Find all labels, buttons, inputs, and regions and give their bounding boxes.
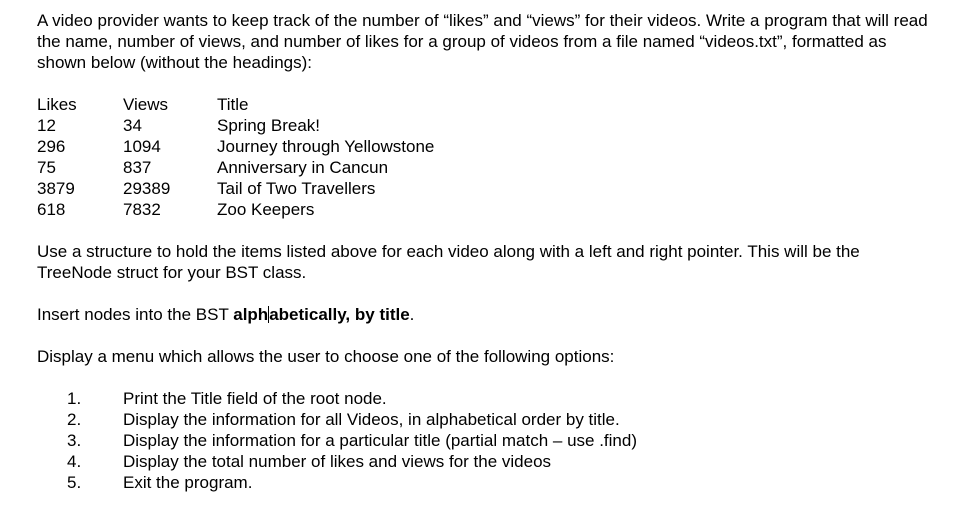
cell-views: 34 (123, 116, 142, 135)
table-row (37, 178, 434, 199)
document-body (37, 10, 937, 493)
list-number: 1. (67, 389, 82, 408)
insert-paragraph (37, 304, 937, 325)
cell-likes: 296 (37, 137, 66, 156)
cell-likes: 75 (37, 158, 56, 177)
table-row (37, 157, 434, 178)
spacer (37, 325, 937, 346)
list-text: Display the information for a particular title (partial match – use .find) (123, 431, 638, 450)
list-number: 2. (67, 410, 82, 429)
menu-options-list (37, 388, 937, 493)
list-item (37, 409, 937, 430)
list-item (37, 430, 937, 451)
insert-prefix: Insert nodes into the BST (37, 305, 234, 324)
list-number: 3. (67, 431, 82, 450)
cell-title: Zoo Keepers (217, 200, 315, 219)
cell-views: 29389 (123, 179, 171, 198)
insert-suffix: . (409, 305, 415, 324)
videos-table (37, 94, 434, 220)
spacer (37, 73, 937, 94)
table-row (37, 199, 434, 220)
list-item (37, 388, 937, 409)
cell-likes: 3879 (37, 179, 75, 198)
menu-intro: Display a menu which allows the user to choose one of the following options: (37, 347, 615, 366)
cell-views: 837 (123, 158, 152, 177)
spacer (37, 367, 937, 388)
cell-title: Tail of Two Travellers (217, 179, 376, 198)
header-likes: Likes (37, 95, 77, 114)
list-number: 5. (67, 473, 82, 492)
list-item (37, 472, 937, 493)
insert-bold-a: alph (233, 305, 269, 324)
list-text: Display the information for all Videos, in alphabetical order by title. (123, 410, 620, 429)
spacer (37, 220, 937, 241)
cell-title: Anniversary in Cancun (217, 158, 389, 177)
header-views: Views (123, 95, 169, 114)
insert-bold-b: abetically, by title (269, 305, 410, 324)
cell-likes: 618 (37, 200, 66, 219)
cell-title: Spring Break! (217, 116, 320, 135)
list-text: Print the Title field of the root node. (123, 389, 387, 408)
cell-likes: 12 (37, 116, 56, 135)
cell-views: 1094 (123, 137, 161, 156)
spacer (37, 283, 937, 304)
list-item (37, 451, 937, 472)
header-title: Title (217, 95, 249, 114)
cell-title: Journey through Yellowstone (217, 137, 435, 156)
list-number: 4. (67, 452, 82, 471)
table-row (37, 136, 434, 157)
list-text: Display the total number of likes and views for the videos (123, 452, 552, 471)
list-text: Exit the program. (123, 473, 253, 492)
intro-paragraph: A video provider wants to keep track of the number of “likes” and “views” for their videos. Write a program that will read the name, number of views, and number of likes for a group of videos from a file named “videos.txt”, formatted as shown below (without the headings): (37, 11, 928, 72)
cell-views: 7832 (123, 200, 161, 219)
structure-paragraph: Use a structure to hold the items listed above for each video along with a left and right pointer. This will be the TreeNode struct for your BST class. (37, 242, 860, 282)
table-row (37, 115, 434, 136)
table-header-row (37, 94, 434, 115)
